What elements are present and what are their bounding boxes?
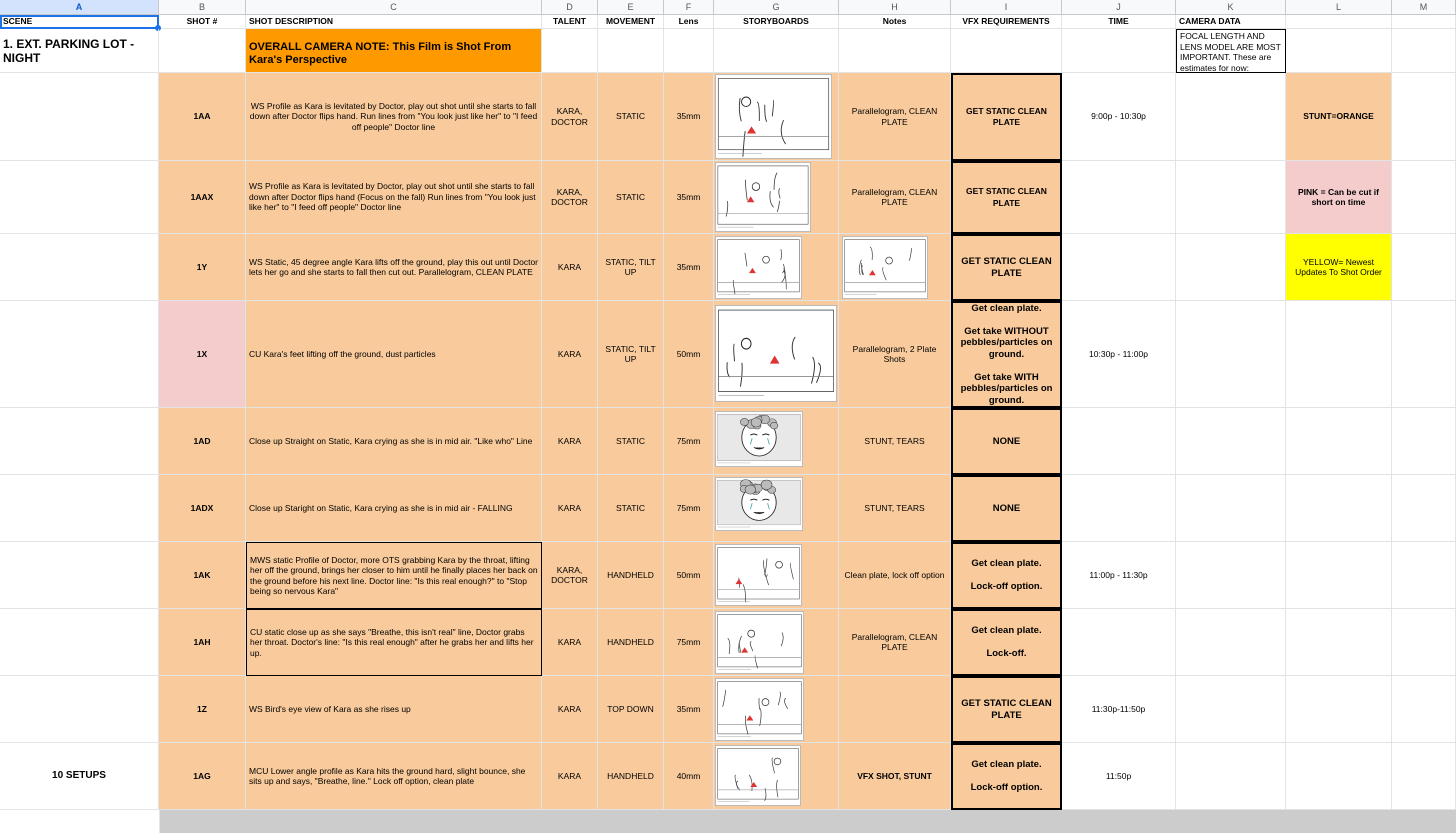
lens[interactable]: 75mm [664, 408, 714, 475]
scene-cell[interactable] [0, 301, 159, 408]
notes[interactable] [839, 676, 951, 743]
camera-data[interactable] [1176, 542, 1286, 609]
legend-empty[interactable] [1286, 743, 1392, 810]
shot-number[interactable]: 1AK [159, 542, 246, 609]
vfx-requirements[interactable]: Get clean plate. Get take WITHOUT pebbles/particles on ground. Get take WITH pebbles/particles on ground. [951, 301, 1062, 408]
camera-data[interactable] [1176, 161, 1286, 234]
vfx-requirements[interactable]: NONE [951, 475, 1062, 542]
movement[interactable]: STATIC [598, 408, 664, 475]
talent[interactable]: KARA [542, 743, 598, 810]
note-row-cell[interactable] [839, 29, 951, 73]
time[interactable] [1062, 234, 1176, 301]
column-header-a[interactable]: A [0, 0, 159, 15]
time[interactable]: 10:30p - 11:00p [1062, 301, 1176, 408]
legend-yellow[interactable]: YELLOW= Newest Updates To Shot Order [1286, 234, 1392, 301]
shot-description[interactable]: MCU Lower angle profile as Kara hits the ground hard, slight bounce, she sits up and says, "Breathe, line." Lock off option, clean plate [246, 743, 542, 810]
movement[interactable]: HANDHELD [598, 542, 664, 609]
camera-data[interactable] [1176, 609, 1286, 676]
column-header-i[interactable]: I [951, 0, 1062, 15]
bottom-gray-row[interactable] [159, 810, 1456, 833]
camera-data[interactable] [1176, 743, 1286, 810]
empty-cell-m[interactable] [1392, 542, 1456, 609]
storyboard-image [715, 305, 837, 402]
vfx-requirements[interactable]: Get clean plate. Lock-off option. [951, 542, 1062, 609]
column-header-e[interactable]: E [598, 0, 664, 15]
lens[interactable]: 35mm [664, 161, 714, 234]
header-talent[interactable]: TALENT [542, 15, 598, 29]
bottom-scene-cell[interactable] [0, 810, 160, 833]
time[interactable]: 9:00p - 10:30p [1062, 73, 1176, 161]
empty-cell-m[interactable] [1392, 234, 1456, 301]
talent[interactable]: KARA [542, 234, 598, 301]
legend-empty[interactable] [1286, 542, 1392, 609]
vfx-requirements[interactable]: GET STATIC CLEAN PLATE [951, 73, 1062, 161]
storyboard-image [715, 678, 804, 741]
movement[interactable]: STATIC [598, 161, 664, 234]
empty-cell-m[interactable] [1392, 301, 1456, 408]
header-storyboards[interactable]: STORYBOARDS [714, 15, 839, 29]
scene-cell[interactable] [0, 609, 159, 676]
shot-description[interactable]: WS Profile as Kara is levitated by Doctor, play out shot until she starts to fall down after Doctor flips hand. Run lines from "You look just like her" to "I feed off people" Doctor line [246, 73, 542, 161]
time[interactable]: 11:50p [1062, 743, 1176, 810]
movement[interactable]: HANDHELD [598, 609, 664, 676]
shot-number[interactable]: 1AH [159, 609, 246, 676]
time[interactable] [1062, 609, 1176, 676]
storyboard-image [715, 411, 803, 467]
legend-stunt[interactable]: STUNT=ORANGE [1286, 73, 1392, 161]
overall-camera-note[interactable]: OVERALL CAMERA NOTE: This Film is Shot From Kara's Perspective [246, 29, 542, 73]
notes[interactable]: STUNT, TEARS [839, 408, 951, 475]
shot-number[interactable]: 1AAX [159, 161, 246, 234]
note-row-cell[interactable] [714, 29, 839, 73]
vfx-requirements[interactable]: Get clean plate. Lock-off option. [951, 743, 1062, 810]
notes[interactable]: STUNT, TEARS [839, 475, 951, 542]
talent[interactable]: KARA [542, 609, 598, 676]
note-row-cell-l[interactable] [1286, 29, 1392, 73]
scene-cell[interactable] [0, 542, 159, 609]
header-movement[interactable]: MOVEMENT [598, 15, 664, 29]
header-time[interactable]: TIME [1062, 15, 1176, 29]
notes[interactable]: Parallelogram, CLEAN PLATE [839, 161, 951, 234]
column-header-d[interactable]: D [542, 0, 598, 15]
scene-cell[interactable] [0, 161, 159, 234]
empty-cell-m[interactable] [1392, 161, 1456, 234]
legend-empty[interactable] [1286, 408, 1392, 475]
vfx-requirements[interactable]: GET STATIC CLEAN PLATE [951, 161, 1062, 234]
lens[interactable]: 50mm [664, 301, 714, 408]
shot-description[interactable]: WS Bird's eye view of Kara as she rises up [246, 676, 542, 743]
camera-data[interactable] [1176, 475, 1286, 542]
notes[interactable]: Parallelogram, CLEAN PLATE [839, 609, 951, 676]
column-header-m[interactable]: M [1392, 0, 1456, 15]
camera-data-note[interactable]: FOCAL LENGTH AND LENS MODEL ARE MOST IMPORTANT. These are estimates for now: [1176, 29, 1286, 73]
talent[interactable]: KARA, DOCTOR [542, 161, 598, 234]
talent[interactable]: KARA [542, 301, 598, 408]
lens[interactable]: 75mm [664, 609, 714, 676]
shot-description[interactable]: WS Static, 45 degree angle Kara lifts off the ground, play this out until Doctor lets her go and she starts to fall then cut out. Parallelogram, CLEAN PLATE [246, 234, 542, 301]
shot-number[interactable]: 1AA [159, 73, 246, 161]
movement[interactable]: STATIC [598, 475, 664, 542]
shot-number[interactable]: 1Y [159, 234, 246, 301]
shot-number[interactable]: 1AD [159, 408, 246, 475]
shot-number[interactable]: 1X [159, 301, 246, 408]
empty-cell-m[interactable] [1392, 609, 1456, 676]
header-vfx[interactable]: VFX REQUIREMENTS [951, 15, 1062, 29]
notes-storyboard-image [842, 236, 928, 299]
talent[interactable]: KARA [542, 676, 598, 743]
movement[interactable]: HANDHELD [598, 743, 664, 810]
scene-cell[interactable]: 10 SETUPS [0, 743, 159, 810]
note-row-cell[interactable] [664, 29, 714, 73]
lens[interactable]: 50mm [664, 542, 714, 609]
scene-cell[interactable] [0, 73, 159, 161]
column-header-b[interactable]: B [159, 0, 246, 15]
column-header-l[interactable]: L [1286, 0, 1392, 15]
time[interactable] [1062, 408, 1176, 475]
lens[interactable]: 35mm [664, 676, 714, 743]
scene-cell[interactable] [0, 234, 159, 301]
lens[interactable]: 75mm [664, 475, 714, 542]
note-row-cell[interactable] [951, 29, 1062, 73]
talent[interactable]: KARA [542, 475, 598, 542]
storyboard-image [715, 74, 832, 159]
header-description[interactable]: SHOT DESCRIPTION [246, 15, 542, 29]
scene-cell[interactable] [0, 408, 159, 475]
shot-number[interactable]: 1ADX [159, 475, 246, 542]
shot-description[interactable]: Close up Straight on Static, Kara crying as she is in mid air. "Like who" Line [246, 408, 542, 475]
empty-cell-m[interactable] [1392, 408, 1456, 475]
storyboard-image [715, 162, 811, 232]
notes[interactable]: Parallelogram, CLEAN PLATE [839, 73, 951, 161]
vfx-requirements[interactable]: GET STATIC CLEAN PLATE [951, 234, 1062, 301]
vfx-requirements[interactable]: NONE [951, 408, 1062, 475]
empty-cell-m[interactable] [1392, 475, 1456, 542]
camera-data[interactable] [1176, 73, 1286, 161]
shot-description[interactable]: MWS static Profile of Doctor, more OTS grabbing Kara by the throat, lifting her off the ground, brings her closer to him until he finally places her back on the ground before his next line. Doctor line: "Is this real enough?" to "Stop being so nervous Kara" [246, 542, 542, 609]
note-row-cell[interactable] [1062, 29, 1176, 73]
shot-number[interactable]: 1Z [159, 676, 246, 743]
note-row-cell[interactable] [542, 29, 598, 73]
note-row-cell[interactable] [598, 29, 664, 73]
movement[interactable]: STATIC, TILT UP [598, 234, 664, 301]
storyboard-image [715, 477, 803, 531]
legend-empty[interactable] [1286, 475, 1392, 542]
notes[interactable]: Clean plate, lock off option [839, 542, 951, 609]
header-camera[interactable]: CAMERA DATA [1176, 15, 1286, 29]
notes[interactable]: VFX SHOT, STUNT [839, 743, 951, 810]
note-row-cell-m[interactable] [1392, 29, 1456, 73]
note-row-cell-b[interactable] [159, 29, 246, 73]
legend-empty[interactable] [1286, 301, 1392, 408]
column-header-k[interactable]: K [1176, 0, 1286, 15]
legend-empty[interactable] [1286, 609, 1392, 676]
storyboard-image [715, 236, 802, 299]
vfx-requirements[interactable]: Get clean plate. Lock-off. [951, 609, 1062, 676]
header-notes[interactable]: Notes [839, 15, 951, 29]
shot-description[interactable]: WS Profile as Kara is levitated by Doctor, play out shot until she starts to fall down after Doctor flips hand (Focus on the fall) Run lines from "You look just like her" to "I feed off people" Doctor line [246, 161, 542, 234]
talent[interactable]: KARA [542, 408, 598, 475]
column-header-g[interactable]: G [714, 0, 839, 15]
shot-description[interactable]: CU Kara's feet lifting off the ground, dust particles [246, 301, 542, 408]
header-lens[interactable]: Lens [664, 15, 714, 29]
legend-empty[interactable] [1286, 676, 1392, 743]
shot-number[interactable]: 1AG [159, 743, 246, 810]
time[interactable]: 11:30p-11:50p [1062, 676, 1176, 743]
movement[interactable]: TOP DOWN [598, 676, 664, 743]
column-header-c[interactable]: C [246, 0, 542, 15]
time[interactable] [1062, 475, 1176, 542]
column-header-f[interactable]: F [664, 0, 714, 15]
header-cell-m[interactable] [1392, 15, 1456, 29]
vfx-requirements[interactable]: GET STATIC CLEAN PLATE [951, 676, 1062, 743]
legend-pink[interactable]: PINK = Can be cut if short on time [1286, 161, 1392, 234]
movement[interactable]: STATIC, TILT UP [598, 301, 664, 408]
header-cell-l[interactable] [1286, 15, 1392, 29]
lens[interactable]: 40mm [664, 743, 714, 810]
scene-cell[interactable] [0, 475, 159, 542]
camera-data[interactable] [1176, 301, 1286, 408]
time[interactable] [1062, 161, 1176, 234]
shot-description[interactable]: CU static close up as she says "Breathe, this isn't real" line, Doctor grabs her throat. Doctor's line: "Is this real enough" after he grabs her and lifts her up. [246, 609, 542, 676]
empty-cell-m[interactable] [1392, 73, 1456, 161]
scene-title[interactable]: 1. EXT. PARKING LOT - NIGHT [0, 29, 159, 73]
camera-data[interactable] [1176, 234, 1286, 301]
header-shot[interactable]: SHOT # [159, 15, 246, 29]
column-header-h[interactable]: H [839, 0, 951, 15]
talent[interactable]: KARA, DOCTOR [542, 73, 598, 161]
empty-cell-m[interactable] [1392, 743, 1456, 810]
storyboard-image [715, 745, 801, 806]
camera-data[interactable] [1176, 408, 1286, 475]
lens[interactable]: 35mm [664, 234, 714, 301]
scene-cell[interactable] [0, 676, 159, 743]
lens[interactable]: 35mm [664, 73, 714, 161]
storyboard-image [715, 544, 802, 606]
storyboard-image [715, 611, 804, 674]
camera-data[interactable] [1176, 676, 1286, 743]
movement[interactable]: STATIC [598, 73, 664, 161]
notes[interactable]: Parallelogram, 2 Plate Shots [839, 301, 951, 408]
empty-cell-m[interactable] [1392, 676, 1456, 743]
shot-description[interactable]: Close up Staright on Static, Kara crying as she is in mid air - FALLING [246, 475, 542, 542]
header-scene[interactable]: SCENE [0, 15, 159, 29]
column-header-j[interactable]: J [1062, 0, 1176, 15]
talent[interactable]: KARA, DOCTOR [542, 542, 598, 609]
time[interactable]: 11:00p - 11:30p [1062, 542, 1176, 609]
